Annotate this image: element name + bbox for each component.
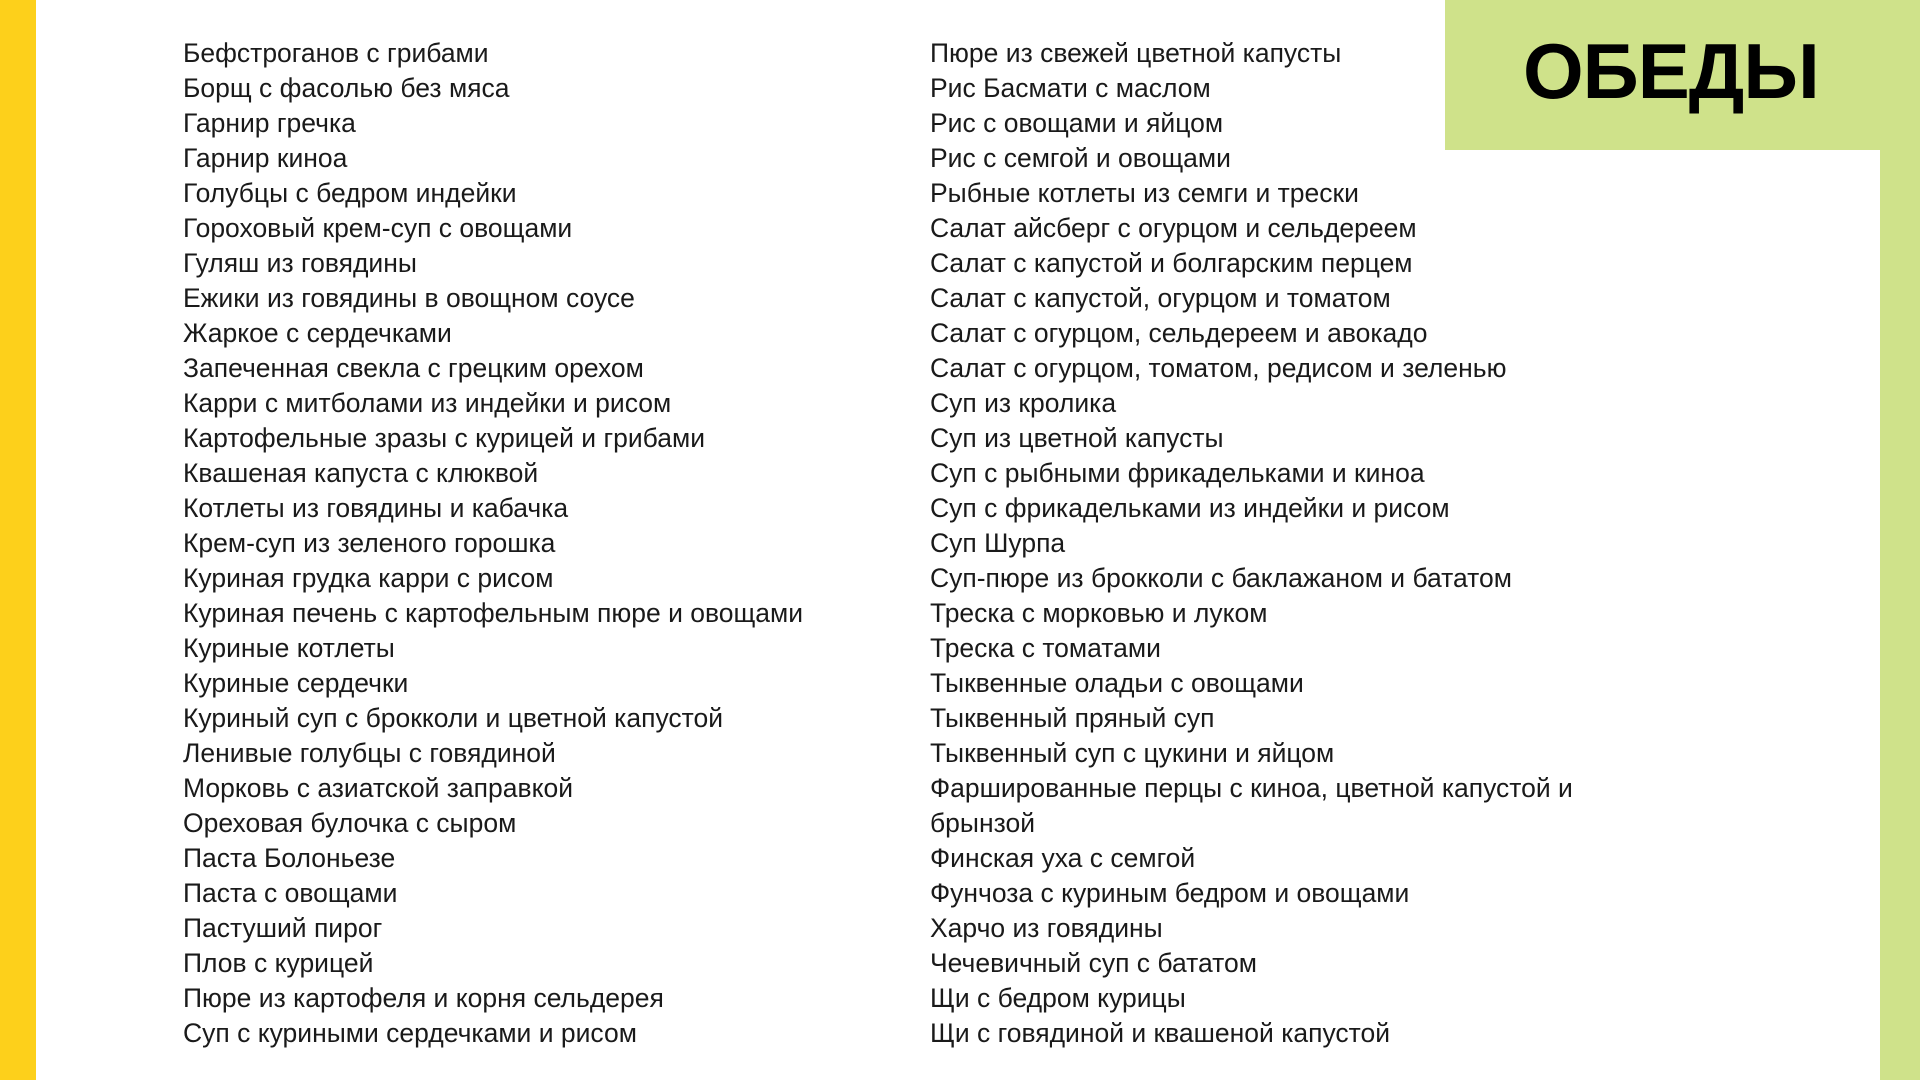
menu-item: Рыбные котлеты из семги и трески xyxy=(930,178,1359,208)
menu-item: Ленивые голубцы с говядиной xyxy=(183,738,556,768)
menu-item: Ореховая булочка с сыром xyxy=(183,808,517,838)
menu-item: Салат с огурцом, сельдереем и авокадо xyxy=(930,318,1428,348)
menu-item: Щи с бедром курицы xyxy=(930,983,1186,1013)
page-title: ОБЕДЫ xyxy=(1523,27,1819,115)
menu-item: Плов с курицей xyxy=(183,948,374,978)
menu-item: Тыквенный пряный суп xyxy=(930,703,1215,733)
menu-item: Борщ с фасолью без мяса xyxy=(183,73,510,103)
menu-item: Суп с куриными сердечками и рисом xyxy=(183,1018,637,1048)
menu-item: Салат с огурцом, томатом, редисом и зеленью xyxy=(930,353,1507,383)
menu-item: Рис с семгой и овощами xyxy=(930,143,1231,173)
menu-item: Рис с овощами и яйцом xyxy=(930,108,1224,138)
menu-item: Тыквенные оладьи с овощами xyxy=(930,668,1304,698)
menu-item: Крем-суп из зеленого горошка xyxy=(183,528,556,558)
menu-item: Карри с митболами из индейки и рисом xyxy=(183,388,672,418)
menu-item: Салат айсберг с огурцом и сельдереем xyxy=(930,213,1417,243)
menu-list-right xyxy=(930,36,1650,1051)
menu-item: Треска с томатами xyxy=(930,633,1161,663)
menu-item: Куриные котлеты xyxy=(183,633,395,663)
menu-item: Голубцы с бедром индейки xyxy=(183,178,517,208)
menu-item: Салат с капустой и болгарским перцем xyxy=(930,248,1413,278)
menu-item: Треска с морковью и луком xyxy=(930,598,1268,628)
menu-list-left xyxy=(183,36,883,1051)
menu-item: Запеченная свекла с грецким орехом xyxy=(183,353,644,383)
left-accent-stripe xyxy=(0,0,36,1080)
menu-item: Квашеная капуста с клюквой xyxy=(183,458,539,488)
menu-item: Ежики из говядины в овощном соусе xyxy=(183,283,635,313)
menu-item: Суп с фрикадельками из индейки и рисом xyxy=(930,493,1450,523)
menu-item: Котлеты из говядины и кабачка xyxy=(183,493,569,523)
menu-item: Жаркое с сердечками xyxy=(183,318,452,348)
menu-item: Суп с рыбными фрикадельками и киноа xyxy=(930,458,1425,488)
menu-item: Гарнир киноа xyxy=(183,143,348,173)
menu-item: Харчо из говядины xyxy=(930,913,1163,943)
menu-item: Финская уха с семгой xyxy=(930,843,1196,873)
menu-item: Картофельные зразы с курицей и грибами xyxy=(183,423,705,453)
menu-item: Фаршированные перцы с киноа, цветной капустой и xyxy=(930,773,1573,803)
menu-item: Суп-пюре из брокколи с баклажаном и бататом xyxy=(930,563,1512,593)
menu-item: Рис Басмати с маслом xyxy=(930,73,1211,103)
menu-item: Пюре из свежей цветной капусты xyxy=(930,38,1342,68)
menu-item: Гуляш из говядины xyxy=(183,248,417,278)
right-accent-stripe xyxy=(1880,0,1920,1080)
menu-item: Пастуший пирог xyxy=(183,913,383,943)
menu-item: Щи с говядиной и квашеной капустой xyxy=(930,1018,1391,1048)
menu-item: Суп из цветной капусты xyxy=(930,423,1224,453)
menu-item: Куриный суп с брокколи и цветной капустой xyxy=(183,703,724,733)
menu-item: Чечевичный суп с бататом xyxy=(930,948,1257,978)
menu-item: Куриная грудка карри с рисом xyxy=(183,563,554,593)
menu-item: Гарнир гречка xyxy=(183,108,356,138)
menu-item: брынзой xyxy=(930,808,1035,838)
menu-item: Суп Шурпа xyxy=(930,528,1066,558)
menu-item: Пюре из картофеля и корня сельдерея xyxy=(183,983,664,1013)
menu-item: Бефстроганов с грибами xyxy=(183,38,489,68)
menu-item: Салат с капустой, огурцом и томатом xyxy=(930,283,1391,313)
menu-item: Паста с овощами xyxy=(183,878,398,908)
menu-item: Гороховый крем-суп с овощами xyxy=(183,213,573,243)
menu-item: Морковь с азиатской заправкой xyxy=(183,773,573,803)
menu-item: Тыквенный суп с цукини и яйцом xyxy=(930,738,1335,768)
menu-item: Фунчоза с куриным бедром и овощами xyxy=(930,878,1410,908)
menu-item: Суп из кролика xyxy=(930,388,1117,418)
menu-item: Паста Болоньезе xyxy=(183,843,396,873)
menu-item: Куриная печень с картофельным пюре и овощами xyxy=(183,598,804,628)
menu-item: Куриные сердечки xyxy=(183,668,409,698)
